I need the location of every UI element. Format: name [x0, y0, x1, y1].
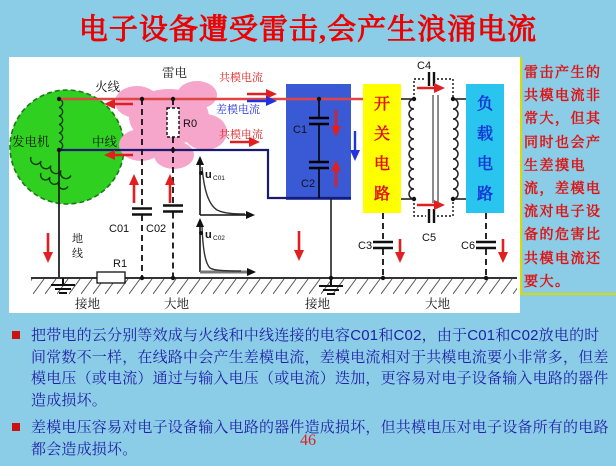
r0-label: R0	[183, 118, 198, 130]
junction-dots	[57, 97, 488, 280]
svg-text:路: 路	[373, 186, 391, 203]
r1-label: R1	[113, 258, 128, 270]
svg-text:负: 负	[476, 96, 494, 113]
resistor-r1-symbol	[97, 272, 125, 283]
bullet-text-2: 差模电压容易对电子设备输入电路的器件造成损坏，但共模电压对电子设备所有的电路都会造成损坏。	[31, 419, 609, 458]
svg-text:开: 开	[373, 96, 391, 113]
svg-text:路: 路	[476, 186, 494, 203]
neutral-wire-label: 中线	[92, 135, 118, 149]
bullet-marker	[12, 423, 20, 431]
common-mode-current-label-top: 共模电流	[219, 72, 263, 84]
c6-label: C6	[461, 240, 476, 252]
earth-label-left: 大地	[164, 297, 190, 311]
vertical-divider	[520, 57, 522, 294]
common-mode-current-label-bottom: 共模电流	[219, 129, 263, 141]
c5-label: C5	[422, 232, 437, 244]
side-note-text: 雷击产生的共模电流非常大，但其同时也会产生差摸电流，差模电流对电子设备的危害比共模电流还要大。	[524, 64, 602, 289]
svg-text:电: 电	[476, 156, 494, 173]
c02-label: C02	[146, 223, 167, 235]
bullet-marker	[12, 331, 20, 339]
lightning-label: 雷电	[162, 66, 188, 80]
c3-label: C3	[358, 240, 373, 252]
page-number: 46	[300, 432, 316, 449]
bullet-text-1: 把带电的云分别等效成与火线和中线连接的电容C01和C02，由于C01和C02放电的时间常数不一样，在线路中会产生差模电流，差模电流相对于共模电流要小非常多，但差模电压（或电流）通过与输入电压（或电流）迭加，更容易对电子设备输入电路的器件造成损坏。	[31, 327, 609, 409]
svg-text:载: 载	[476, 126, 494, 143]
page-title: 电子设备遭受雷击,会产生浪涌电流	[78, 14, 538, 46]
diff-mode-current-label: 差模电流	[216, 104, 260, 116]
circuit-diagram	[9, 57, 520, 313]
c3-branch	[373, 213, 393, 278]
svg-text:电: 电	[373, 156, 391, 173]
c1-label: C1	[293, 124, 308, 136]
c2-label: C2	[301, 178, 316, 190]
circuit-diagram-panel	[9, 57, 520, 313]
discharge-curve-graphs	[196, 156, 256, 276]
graph2-sub-label: C02	[213, 235, 225, 242]
generator-label: 发电机	[12, 135, 50, 149]
c01-label: C01	[109, 223, 130, 235]
c6-branch	[476, 213, 496, 278]
resistor-r0-symbol	[167, 108, 179, 137]
c4-label: C4	[417, 60, 432, 72]
graph1-sub-label: C01	[213, 175, 225, 182]
svg-text:关: 关	[373, 126, 391, 143]
ground-label-left: 接地	[75, 297, 101, 311]
graph2-u-label: u	[205, 229, 212, 241]
ground-wire-label-char1: 地	[72, 233, 83, 245]
ground-wire-label-char2: 线	[72, 248, 83, 260]
bullet-item-1	[10, 325, 612, 411]
graph1-u-label: u	[205, 169, 212, 181]
live-wire-label: 火线	[95, 80, 121, 94]
horizontal-divider	[520, 293, 616, 295]
c4-branch	[414, 72, 453, 99]
earth-ground	[31, 272, 517, 295]
transformer-symbol	[401, 95, 466, 203]
ground-label-mid: 接地	[305, 297, 331, 311]
earth-label-right: 大地	[425, 297, 451, 311]
